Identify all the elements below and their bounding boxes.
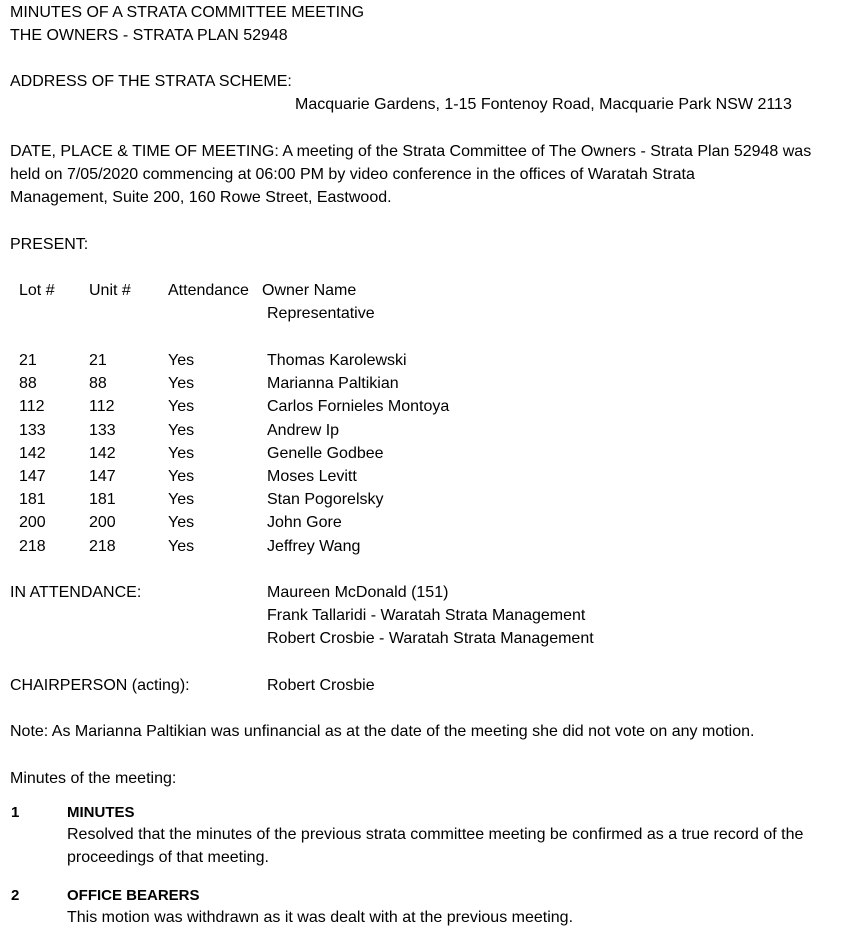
- lot-cell: 147: [19, 468, 46, 485]
- unit-cell: 112: [89, 398, 115, 415]
- owner-cell: Andrew Ip: [267, 422, 340, 439]
- motion-text: This motion was withdrawn as it was dealt with at the previous meeting.: [67, 909, 574, 926]
- in-attendance-label: IN ATTENDANCE:: [10, 584, 142, 601]
- unit-cell: 21: [89, 352, 107, 369]
- attendee-name: Robert Crosbie - Waratah Strata Management: [267, 630, 594, 647]
- unit-cell: 142: [89, 445, 116, 462]
- owner-cell: Marianna Paltikian: [267, 375, 399, 392]
- minutes-intro: Minutes of the meeting:: [10, 770, 177, 787]
- attendance-cell: Yes: [168, 422, 195, 439]
- owner-cell: Jeffrey Wang: [267, 538, 361, 555]
- column-header-unit: Unit #: [89, 282, 131, 299]
- lot-cell: 133: [19, 422, 46, 439]
- lot-cell: 218: [19, 538, 46, 555]
- date-place-line-1: DATE, PLACE & TIME OF MEETING: A meeting of the Strata Committee of The Owners - Strata Plan 52948 was: [10, 143, 812, 160]
- motion-number: 2: [11, 887, 20, 904]
- column-header-attendance: Attendance: [168, 282, 249, 299]
- attendance-cell: Yes: [168, 468, 195, 485]
- chairperson-name: Robert Crosbie: [267, 677, 375, 694]
- unit-cell: 200: [89, 514, 116, 531]
- owner-cell: Genelle Godbee: [267, 445, 384, 462]
- address-label: ADDRESS OF THE STRATA SCHEME:: [10, 73, 292, 90]
- lot-cell: 181: [19, 491, 46, 508]
- attendance-cell: Yes: [168, 538, 195, 555]
- present-label: PRESENT:: [10, 236, 89, 253]
- owner-cell: John Gore: [267, 514, 342, 531]
- attendance-cell: Yes: [168, 398, 195, 415]
- unit-cell: 218: [89, 538, 116, 555]
- unit-cell: 181: [89, 491, 116, 508]
- address-value: Macquarie Gardens, 1-15 Fontenoy Road, Macquarie Park NSW 2113: [295, 96, 792, 113]
- unit-cell: 88: [89, 375, 107, 392]
- date-place-line-3: Management, Suite 200, 160 Rowe Street, Eastwood.: [10, 189, 392, 206]
- lot-cell: 200: [19, 514, 46, 531]
- column-header-representative: Representative: [267, 305, 375, 322]
- strata-plan-title: THE OWNERS - STRATA PLAN 52948: [10, 27, 288, 44]
- motion-number: 1: [11, 804, 20, 821]
- owner-cell: Carlos Fornieles Montoya: [267, 398, 450, 415]
- owner-cell: Moses Levitt: [267, 468, 357, 485]
- motion-title: OFFICE BEARERS: [67, 887, 200, 904]
- voting-note: Note: As Marianna Paltikian was unfinancial as at the date of the meeting she did not vote on any motion.: [10, 723, 755, 740]
- attendance-cell: Yes: [168, 352, 195, 369]
- attendance-cell: Yes: [168, 514, 195, 531]
- motion-title: MINUTES: [67, 804, 135, 821]
- lot-cell: 88: [19, 375, 37, 392]
- date-place-line-2: held on 7/05/2020 commencing at 06:00 PM by video conference in the offices of Waratah Strata: [10, 166, 695, 183]
- document-title: MINUTES OF A STRATA COMMITTEE MEETING: [10, 4, 365, 21]
- owner-cell: Thomas Karolewski: [267, 352, 407, 369]
- attendance-cell: Yes: [168, 375, 195, 392]
- unit-cell: 133: [89, 422, 116, 439]
- column-header-owner-name: Owner Name: [262, 282, 357, 299]
- attendance-cell: Yes: [168, 445, 195, 462]
- column-header-lot: Lot #: [19, 282, 55, 299]
- attendance-cell: Yes: [168, 491, 195, 508]
- motion-text: Resolved that the minutes of the previous strata committee meeting be confirmed as a true record of the proceedings of that meeting.: [67, 826, 804, 866]
- lot-cell: 142: [19, 445, 46, 462]
- attendee-name: Frank Tallaridi - Waratah Strata Management: [267, 607, 586, 624]
- unit-cell: 147: [89, 468, 116, 485]
- owner-cell: Stan Pogorelsky: [267, 491, 384, 508]
- lot-cell: 21: [19, 352, 37, 369]
- attendee-name: Maureen McDonald (151): [267, 584, 449, 601]
- chairperson-label: CHAIRPERSON (acting):: [10, 677, 190, 694]
- lot-cell: 112: [19, 398, 45, 415]
